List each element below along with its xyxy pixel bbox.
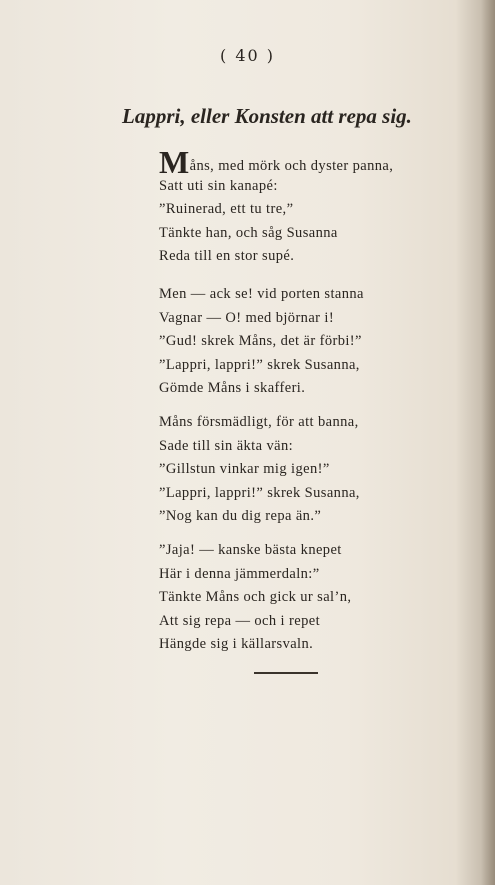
drop-cap: M	[159, 144, 190, 180]
stanza-3	[159, 411, 360, 529]
verse-line: Sade till sin äkta vän:	[159, 437, 294, 454]
stanza-2	[159, 283, 364, 401]
verse-line: ”Gud! skrek Måns, det är förbi!”	[159, 333, 362, 350]
poem-title: Lappri, eller Konsten att repa sig.	[122, 104, 412, 128]
verse-line: Reda till en stor supé.	[159, 248, 295, 265]
stanza-1	[159, 144, 394, 269]
verse-line-text: åns, med mörk och dyster panna,	[189, 158, 394, 174]
verse-line: ”Lappri, lappri!” skrek Susanna,	[159, 356, 360, 373]
verse-line: ”Jaja! — kanske bästa knepet	[159, 542, 342, 558]
verse-line: Tänkte han, och såg Susanna	[159, 224, 338, 241]
verse-line: Men — ack se! vid porten stanna	[159, 286, 364, 302]
verse-line: Hängde sig i källarsvaln.	[159, 636, 314, 653]
stanza-4	[159, 539, 351, 657]
page-edge-shadow	[481, 0, 495, 885]
verse-line: ”Gillstun vinkar mig igen!”	[159, 461, 330, 478]
page-number: ( 40 )	[219, 46, 275, 65]
verse-line: ”Lappri, lappri!” skrek Susanna,	[159, 484, 360, 501]
verse-line: ”Ruinerad, ett tu tre,”	[159, 201, 294, 218]
end-rule	[254, 672, 318, 674]
verse-line: Måns försmädligt, för att banna,	[159, 414, 359, 430]
verse-line: Satt uti sin kanapé:	[159, 177, 278, 194]
verse-line: Att sig repa — och i repet	[159, 612, 320, 629]
verse-line: Här i denna jämmerdaln:”	[159, 565, 320, 582]
verse-line: ”Nog kan du dig repa än.”	[159, 508, 322, 525]
verse-line: Gömde Måns i skafferi.	[159, 380, 306, 397]
verse-line: Vagnar — O! med björnar i!	[159, 309, 335, 326]
verse-line: Tänkte Måns och gick ur sal’n,	[159, 589, 352, 606]
verse-line	[159, 144, 394, 180]
